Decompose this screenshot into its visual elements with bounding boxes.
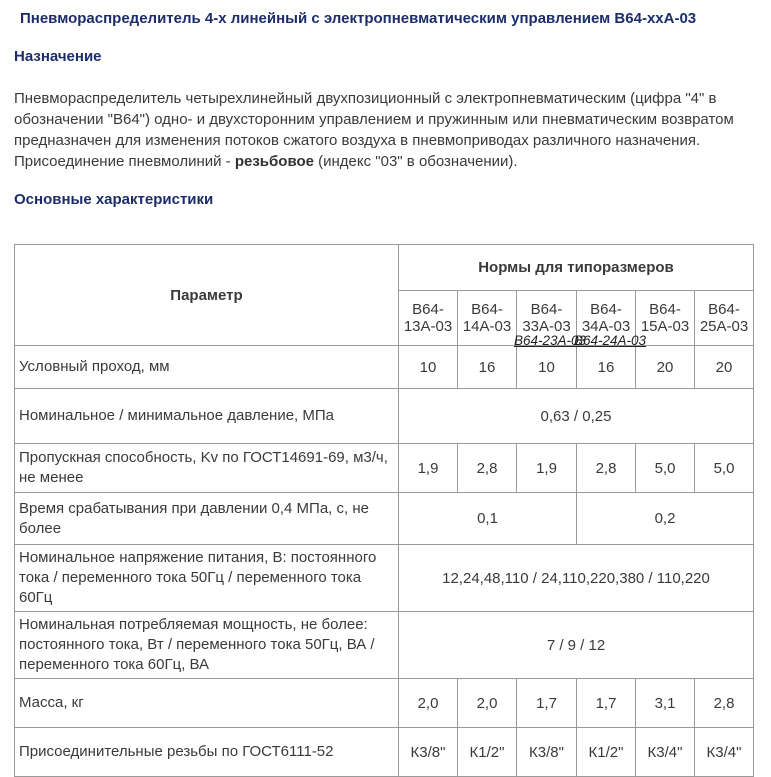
value-cell: 2,8: [577, 444, 636, 493]
value-cell: 1,7: [517, 679, 577, 728]
param-cell: Номинальное / минимальное давление, МПа: [15, 389, 399, 444]
page-title: Пневмораспределитель 4-х линейный с электропневматическим управлением В64-ххА-03: [20, 10, 697, 27]
column-header-b64-34a-03: В64- 34А-03 В64-24А-03: [577, 291, 636, 346]
description-text-2: (индекс "03" в обозначении).: [313, 153, 518, 170]
split-value-cell: 0,1: [399, 493, 577, 545]
value-cell: 2,0: [458, 679, 517, 728]
purpose-heading: Назначение: [14, 48, 102, 65]
param-cell: Время срабатывания при давлении 0,4 МПа, с, не более: [15, 493, 399, 545]
column-header-b64-13a-03: В64- 13А-03: [399, 291, 458, 346]
value-cell: 10: [517, 346, 577, 389]
value-cell: 3,1: [636, 679, 695, 728]
description-bold-word: резьбовое: [234, 153, 314, 170]
value-cell: 16: [577, 346, 636, 389]
table-header-row-group: [15, 245, 754, 291]
value-cell: 2,8: [458, 444, 517, 493]
value-cell: 2,0: [399, 679, 458, 728]
param-cell: Масса, кг: [15, 679, 399, 728]
value-cell: 20: [636, 346, 695, 389]
value-cell: 5,0: [695, 444, 754, 493]
param-header-cell: Параметр: [15, 245, 399, 346]
value-cell: 1,7: [577, 679, 636, 728]
table-row: [15, 493, 754, 545]
split-value-cell: 0,2: [577, 493, 754, 545]
table-row: [15, 346, 754, 389]
value-cell: 16: [458, 346, 517, 389]
description-paragraph: [14, 88, 759, 172]
column-header-b64-15a-03: В64- 15А-03: [636, 291, 695, 346]
value-cell: К3/4": [695, 728, 754, 777]
group-header-cell: Нормы для типоразмеров: [399, 245, 754, 291]
value-cell: 1,9: [517, 444, 577, 493]
characteristics-table: [14, 244, 754, 777]
merged-value-cell: 7 / 9 / 12: [399, 612, 754, 679]
value-cell: К3/8": [399, 728, 458, 777]
column-header-b64-33a-03: В64- 33А-03 В64-23А-03: [517, 291, 577, 346]
value-cell: К3/4": [636, 728, 695, 777]
value-cell: К1/2": [458, 728, 517, 777]
value-cell: 5,0: [636, 444, 695, 493]
table-row: [15, 728, 754, 777]
description-text-1: Пневмораспределитель четырехлинейный двухпозиционный с электропневматическим (цифра "4" в обозначении "В64") одно- и двухсторонним управлением и пружинным или пневматическим возвратом предназначен для изменения потоков сжатого воздуха в пневмоприводах различного назначения. Присоединение пневмолиний -: [14, 90, 734, 170]
param-cell: Присоединительные резьбы по ГОСТ6111-52: [15, 728, 399, 777]
link-b64-23a-03[interactable]: В64-23А-03: [514, 333, 587, 348]
table-row: [15, 444, 754, 493]
value-cell: 20: [695, 346, 754, 389]
link-b64-24a-03[interactable]: В64-24А-03: [574, 333, 647, 348]
param-cell: Номинальная потребляемая мощность, не более: постоянного тока, Вт / переменного тока 50Гц, ВА / переменного тока 60Гц, ВА: [15, 612, 399, 679]
merged-value-cell: 12,24,48,110 / 24,110,220,380 / 110,220: [399, 545, 754, 612]
param-cell: Пропускная способность, Kv по ГОСТ14691-69, м3/ч, не менее: [15, 444, 399, 493]
value-cell: К3/8": [517, 728, 577, 777]
table-row: [15, 545, 754, 612]
value-cell: 10: [399, 346, 458, 389]
table-row: [15, 389, 754, 444]
merged-value-cell: 0,63 / 0,25: [399, 389, 754, 444]
table-row: [15, 679, 754, 728]
column-header-b64-14a-03: В64- 14А-03: [458, 291, 517, 346]
value-cell: 2,8: [695, 679, 754, 728]
param-cell: Номинальное напряжение питания, В: постоянного тока / переменного тока 50Гц / переменного тока 60Гц: [15, 545, 399, 612]
table-row: [15, 612, 754, 679]
value-cell: К1/2": [577, 728, 636, 777]
value-cell: 1,9: [399, 444, 458, 493]
param-cell: Условный проход, мм: [15, 346, 399, 389]
characteristics-heading: Основные характеристики: [14, 191, 214, 208]
column-header-b64-25a-03: В64- 25А-03: [695, 291, 754, 346]
